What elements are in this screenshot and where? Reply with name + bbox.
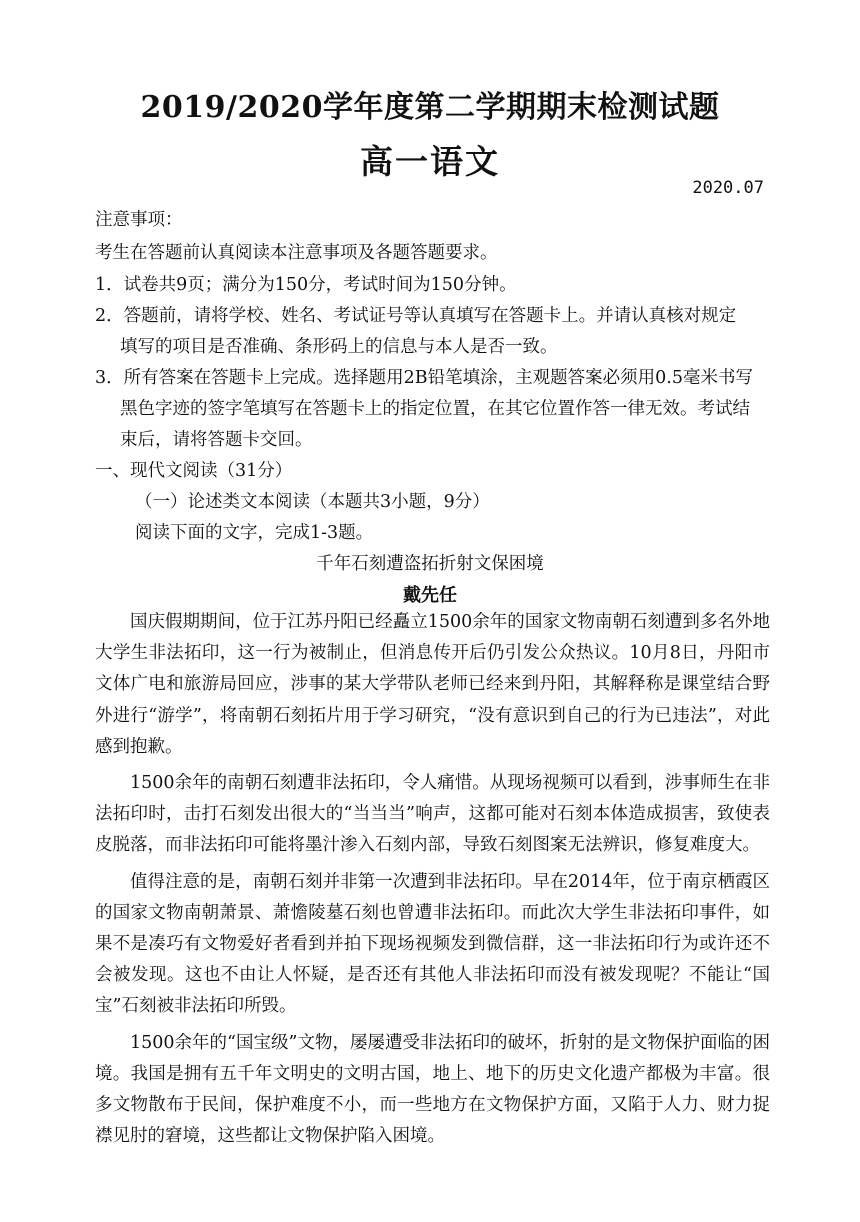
article-paragraph-4: 1500余年的“国宝级”文物，屡屡遭受非法拓印的破坏，折射的是文物保护面临的困境。我国是拥有五千年文明史的文明古国，地上、地下的历史文化遗产都极为丰富。很多文物散布于民间，保护难度不小，而一些地方在文物保护方面，又陷于人力、财力捉襟见肘的窘境，这些都让文物保护陷入困境。 [95, 1032, 770, 1147]
article-author: 戴先任 [403, 585, 457, 606]
article-body [95, 607, 770, 1152]
article-paragraph-1: 国庆假期期间，位于江苏丹阳已经矗立1500余年的国家文物南朝石刻遭到多名外地大学生非法拓印，这一行为被制止，但消息传开后仍引发公众热议。10月8日，丹阳市文体广电和旅游局回应，涉事的某大学带队老师已经来到丹阳，其解释称是课堂结合野外进行“游学”，将南朝石刻拓片用于学习研究，“没有意识到自己的行为已违法”，对此感到抱歉。 [95, 612, 770, 757]
article-paragraph-3: 值得注意的是，南朝石刻并非第一次遭到非法拓印。早在2014年，位于南京栖霞区的国家文物南朝萧景、萧憺陵墓石刻也曾遭非法拓印。而此次大学生非法拓印事件，如果不是凑巧有文物爱好者看到并拍下现场视频发到微信群，这一非法拓印行为或许还不会被发现。这也不由让人怀疑，是否还有其他人非法拓印而没有被发现呢？不能让“国宝”石刻被非法拓印所毁。 [95, 871, 770, 1017]
exam-date: 2020.07 [692, 178, 764, 198]
notice-item-1: 1．试卷共9页；满分为150分，考试时间为150分钟。 [95, 275, 517, 295]
exam-subject: 高一语文 [360, 142, 500, 181]
notice-intro: 考生在答题前认真阅读本注意事项及各题答题要求。 [95, 243, 498, 263]
article-title: 千年石刻遭盗拓折射文保困境 [316, 554, 544, 574]
notice-item-2-cont: 填写的项目是否准确、条形码上的信息与本人是否一致。 [120, 337, 558, 357]
notice-item-3-cont: 黑色字迹的签字笔填写在答题卡上的指定位置，在其它位置作答一律无效。考试结 [120, 399, 750, 419]
exam-title: 2019/2020学年度第二学期期末检测试题 [140, 90, 720, 125]
article-paragraph-2: 1500余年的南朝石刻遭非法拓印，令人痛惜。从现场视频可以看到，涉事师生在非法拓印时，击打石刻发出很大的“当当当”响声，这都可能对石刻本体造成损害，致使表皮脱落，而非法拓印可能将墨汁渗入石刻内部，导致石刻图案无法辨识，修复难度大。 [95, 773, 770, 856]
notice-item-2: 2．答题前，请将学校、姓名、考试证号等认真填写在答题卡上。并请认真核对规定 [95, 306, 737, 326]
notice-item-3: 3．所有答案在答题卡上完成。选择题用2B铅笔填涂，主观题答案必须用0.5毫米书写 [95, 368, 753, 388]
section-sub-heading: （一）论述类文本阅读（本题共3小题，9分） [135, 492, 490, 512]
section-heading: 一、现代文阅读（31分） [95, 461, 293, 481]
section-instruction: 阅读下面的文字，完成1-3题。 [135, 523, 374, 543]
notice-heading: 注意事项： [95, 210, 183, 230]
notice-item-3-cont2: 束后，请将答题卡交回。 [120, 430, 313, 450]
